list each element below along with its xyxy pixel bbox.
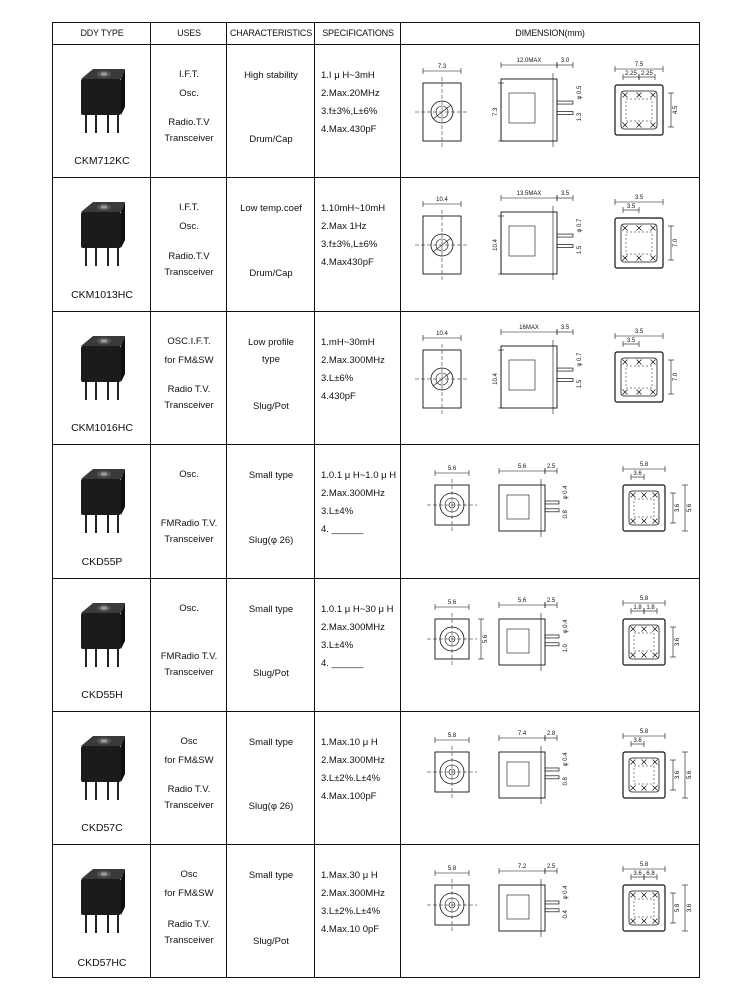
type-cell: [53, 445, 151, 577]
spec-line: 4.Max.10 0pF: [321, 924, 380, 936]
type-name: CKD57HC: [77, 956, 127, 969]
dimension-cell: [401, 178, 699, 310]
dimension-label: 5.6: [517, 464, 527, 471]
uses-primary: [151, 599, 227, 618]
uses-primary: [151, 465, 227, 484]
characteristic-line: Small type: [248, 737, 294, 748]
dimension-svg: [401, 579, 699, 711]
spec-line: 4.Max430pF: [321, 257, 374, 269]
uses-cell: [151, 712, 227, 844]
dimension-svg: [401, 45, 699, 177]
type-cell: [53, 312, 151, 444]
dimension-label: 5.8: [447, 733, 457, 739]
dimension-label: 1.3: [577, 112, 583, 122]
type-cell: [53, 712, 151, 844]
spec-line: 2.Max 1Hz: [321, 221, 367, 233]
uses-secondary: [151, 382, 227, 414]
component-photo: [71, 861, 131, 935]
spec-line: 3.L±2%.L±4%: [321, 773, 381, 784]
uses-line: Transceiver: [164, 666, 214, 678]
dimension-label: 7.4: [517, 731, 527, 737]
spec-line: 2.Max.300MHz: [321, 888, 385, 900]
uses-cell: [151, 45, 227, 177]
component-photo: [71, 595, 131, 669]
dimension-label: 3.5: [626, 337, 636, 344]
type-name: CKM712KC: [74, 155, 130, 168]
uses-line: FMRadio T.V.: [160, 650, 218, 662]
header-ddy-type: DDY TYPE: [80, 28, 124, 38]
dimension-label: 7.3: [437, 64, 447, 70]
type-name: CKM1016HC: [71, 422, 133, 435]
dimension-label: 3.6: [633, 871, 642, 878]
dimension-svg: [401, 445, 699, 577]
uses-line: Transceiver: [164, 800, 214, 812]
specifications-cell: [315, 579, 401, 711]
characteristic-line: Small type: [248, 870, 294, 882]
dimension-svg: [401, 845, 699, 977]
core-type: Drum/Cap: [249, 267, 293, 279]
dimension-drawing: [427, 462, 693, 537]
dimension-drawing: [427, 596, 681, 671]
characteristics-cell: [227, 178, 315, 310]
coil-body: [81, 346, 121, 382]
dimension-label: 3.6: [675, 770, 681, 780]
dimension-label: φ 0.5: [577, 85, 583, 100]
dimension-label: 5.6: [447, 466, 457, 473]
specifications-cell: [315, 445, 401, 577]
characteristic-line: Small type: [248, 470, 294, 482]
spec-line: 3.L±4%: [321, 639, 354, 651]
dimension-cell: [401, 312, 699, 444]
table-row: [53, 45, 699, 178]
dimension-label: 5.8: [639, 729, 649, 735]
side-view-outline: [501, 346, 557, 408]
characteristics-cell: [227, 45, 315, 177]
table-row: [53, 312, 699, 445]
spec-line: 4.Max.100pF: [321, 791, 377, 802]
dimension-svg: [401, 312, 699, 444]
dimension-label: 10.4: [436, 330, 448, 337]
slug-core: [101, 472, 108, 476]
dimension-label: 10.4: [493, 372, 499, 385]
dimension-label: 3.6: [675, 637, 681, 646]
core-type: Slug/Pot: [253, 401, 289, 413]
dimension-svg: [401, 178, 699, 310]
uses-cell: [151, 579, 227, 711]
specifications-cell: [315, 712, 401, 844]
dimension-label: φ 0.4: [563, 619, 569, 634]
dimension-label: φ 0.4: [563, 485, 569, 500]
uses-line: OSC.I.F.T.: [167, 335, 211, 347]
dimension-label: 4.5: [673, 105, 679, 115]
uses-cell: [151, 445, 227, 577]
characteristic-line: Low temp.coef: [240, 203, 302, 215]
characteristic-primary: [227, 734, 315, 751]
core-type: Slug/Pot: [253, 935, 289, 947]
spec-line: 1.Max.10 μ H: [321, 737, 378, 748]
dimension-label: 5.8: [447, 866, 457, 873]
spec-line: 1.Max.30 μ H: [321, 870, 378, 882]
bottom-view-outline: [615, 218, 663, 268]
coil-body: [81, 613, 121, 649]
uses-line: for FM&SW: [164, 755, 214, 766]
dimension-label: 1.0: [563, 643, 569, 653]
spec-line: 4. ______: [321, 524, 364, 536]
coil-body: [81, 212, 121, 248]
uses-line: I.F.T.: [178, 202, 200, 214]
type-name: CKM1013HC: [71, 288, 133, 301]
uses-line: I.F.T.: [178, 69, 200, 80]
dimension-label: 0.4: [563, 910, 569, 919]
dimension-label: 5.6: [687, 504, 693, 513]
dimension-label: 5.6: [483, 634, 489, 643]
dimension-cell: [401, 445, 699, 577]
uses-line: Transceiver: [164, 400, 214, 412]
uses-line: Transceiver: [164, 533, 214, 545]
uses-secondary: [151, 649, 227, 681]
dimension-drawing: [427, 729, 693, 804]
uses-line: Transceiver: [164, 266, 214, 278]
dimension-drawing: [427, 862, 693, 937]
spec-line: 3.f±3%,L±6%: [321, 239, 378, 251]
slug-core: [101, 339, 108, 343]
dimension-label: 2.8: [546, 731, 556, 737]
uses-cell: [151, 312, 227, 444]
bottom-view-outline: [615, 352, 663, 402]
uses-primary: [151, 198, 227, 236]
component-photo: [71, 194, 131, 268]
dimension-label: 1.5: [577, 246, 583, 255]
dimension-label: 3.5: [560, 324, 570, 331]
spec-list: [321, 334, 385, 406]
spec-list: [321, 467, 396, 539]
slug-core: [101, 606, 108, 610]
dimension-svg: [401, 712, 699, 844]
slug-core: [101, 72, 108, 76]
spec-line: 2.Max.20MHz: [321, 88, 380, 99]
spec-line: 3.L±4%: [321, 506, 354, 518]
dimension-label: 3.6: [687, 904, 693, 913]
dimension-label: 5.6: [687, 770, 693, 780]
dimension-label: φ 0.4: [563, 752, 569, 767]
header-characteristics: CHARACTERISTICS: [229, 28, 312, 38]
uses-line: Osc: [180, 736, 198, 747]
dimension-label: 5.6: [517, 597, 527, 604]
characteristic-line: Low profile: [248, 336, 294, 348]
spec-line: 3.L±2%.L±4%: [321, 906, 381, 918]
dimension-label: 1.8: [646, 604, 655, 611]
coil-body: [81, 479, 121, 515]
dimension-label: 3.5: [634, 328, 644, 335]
characteristic-line: Small type: [248, 603, 294, 615]
uses-line: Osc.: [179, 602, 199, 614]
uses-primary: [151, 332, 227, 370]
core-type: Slug/Pot: [253, 667, 289, 679]
spec-line: 1.mH~30mH: [321, 336, 375, 348]
spec-line: 1.0.1 μ H~30 μ H: [321, 603, 394, 615]
characteristic-primary: [227, 334, 315, 368]
uses-line: Osc.: [179, 221, 199, 233]
dimension-label: 2.25: [625, 71, 637, 77]
characteristics-cell: [227, 445, 315, 577]
component-photo: [71, 61, 131, 135]
specifications-cell: [315, 312, 401, 444]
component-photo: [71, 728, 131, 802]
table-row: [53, 712, 699, 845]
spec-list: [321, 200, 385, 272]
side-view-outline: [499, 619, 545, 665]
slug-core: [101, 206, 108, 210]
spec-line: 1.0.1 μ H~1.0 μ H: [321, 470, 397, 482]
characteristic-line: High stability: [244, 70, 298, 81]
slug-core: [101, 873, 108, 877]
uses-line: for FM&SW: [164, 354, 214, 366]
dimension-label: 12.0MAX: [516, 58, 542, 64]
slug-core: [101, 739, 108, 743]
characteristic-primary: [227, 867, 315, 884]
type-cell: [53, 845, 151, 978]
dimension-label: 7.2: [517, 864, 527, 871]
dimension-label: 1.5: [577, 379, 583, 389]
dimension-label: φ 0.7: [577, 352, 583, 367]
spec-line: 2.Max.300MHz: [321, 621, 385, 633]
uses-secondary: [151, 115, 227, 147]
uses-line: Osc: [180, 869, 198, 881]
side-view-outline: [501, 79, 557, 141]
uses-line: Radio.T.V: [168, 250, 210, 262]
dimension-label: 16MAX: [519, 324, 539, 331]
side-view-outline: [501, 212, 557, 274]
coil-body: [81, 879, 121, 915]
uses-primary: [151, 65, 227, 103]
spec-list: [321, 67, 380, 139]
header-specifications: SPECIFICATIONS: [322, 28, 394, 38]
table-row: [53, 579, 699, 712]
dimension-label: 1.8: [633, 604, 642, 611]
dimension-drawing: [415, 191, 679, 280]
uses-line: Osc.: [179, 88, 199, 99]
coil-body: [81, 746, 121, 782]
component-photo: [71, 461, 131, 535]
type-name: CKD57C: [81, 822, 123, 835]
type-name: CKD55P: [81, 555, 123, 568]
dimension-cell: [401, 579, 699, 711]
dimension-label: 6.8: [646, 871, 655, 878]
side-view-outline: [499, 485, 545, 531]
uses-cell: [151, 178, 227, 310]
side-view-outline: [499, 885, 545, 931]
specifications-cell: [315, 845, 401, 978]
dimension-label: 3.5: [626, 204, 636, 211]
table-row: [53, 845, 699, 978]
dimension-label: 0.8: [563, 510, 569, 519]
uses-secondary: [151, 516, 227, 548]
dimension-label: 5.6: [447, 599, 457, 606]
characteristics-cell: [227, 579, 315, 711]
spec-line: 4.430pF: [321, 390, 356, 402]
uses-line: Transceiver: [164, 133, 214, 145]
dimension-label: 5.8: [639, 462, 649, 469]
characteristic-line: type: [262, 353, 280, 365]
dimension-label: 3.0: [560, 58, 570, 64]
spec-line: 1.10mH~10mH: [321, 203, 386, 215]
spec-list: [321, 734, 385, 806]
dimension-drawing: [415, 58, 679, 147]
type-name: CKD55H: [81, 688, 123, 701]
dimension-label: 3.5: [560, 191, 570, 198]
dimension-label: 7.0: [673, 239, 679, 248]
uses-line: FMRadio T.V.: [160, 517, 218, 529]
type-cell: [53, 579, 151, 711]
dimension-label: 10.4: [493, 239, 499, 252]
bottom-view-outline: [615, 85, 663, 135]
coil-body: [81, 79, 121, 115]
core-type: Slug(φ 26): [248, 801, 294, 813]
uses-secondary: [151, 249, 227, 281]
uses-line: Radio.T.V: [168, 117, 210, 129]
dimension-label: 2.5: [546, 597, 556, 604]
uses-line: Radio T.V.: [167, 784, 211, 796]
header-uses: USES: [177, 28, 201, 38]
type-cell: [53, 178, 151, 310]
dimension-drawing: [415, 325, 679, 414]
dimension-label: 2.5: [546, 464, 556, 471]
dimension-label: 5.8: [639, 595, 649, 602]
characteristic-primary: [227, 601, 315, 618]
side-view-outline: [499, 752, 545, 798]
uses-line: Osc.: [179, 469, 199, 481]
dimension-label: 3.5: [634, 195, 644, 202]
dimension-label: 5.8: [639, 862, 649, 869]
dimension-label: 0.8: [563, 777, 569, 786]
dimension-label: 7.5: [634, 62, 644, 68]
specifications-cell: [315, 45, 401, 177]
dimension-label: 3.6: [633, 471, 642, 478]
core-type: Drum/Cap: [249, 134, 293, 146]
type-cell: [53, 45, 151, 177]
spec-line: 4.Max.430pF: [321, 124, 377, 135]
uses-line: for FM&SW: [164, 888, 214, 900]
characteristics-cell: [227, 845, 315, 978]
uses-primary: [151, 865, 227, 903]
spec-list: [321, 601, 393, 673]
dimension-label: 2.25: [641, 71, 653, 77]
dimension-label: φ 0.7: [577, 218, 583, 233]
spec-line: 1.I μ H~3mH: [321, 70, 375, 81]
spec-line: 3.f±3%,L±6%: [321, 106, 378, 117]
characteristics-cell: [227, 312, 315, 444]
dimension-label: 5.8: [675, 904, 681, 913]
specifications-cell: [315, 178, 401, 310]
dimension-label: 10.4: [436, 197, 448, 204]
spec-list: [321, 867, 385, 939]
dimension-cell: [401, 712, 699, 844]
core-type: Slug(φ 26): [248, 534, 294, 546]
uses-line: Radio T.V.: [167, 918, 211, 930]
spec-line: 3.L±6%: [321, 372, 354, 384]
dimension-label: 3.6: [633, 738, 642, 744]
spec-line: 2.Max.300MHz: [321, 488, 385, 500]
uses-secondary: [151, 917, 227, 949]
spec-table: [52, 22, 700, 978]
uses-primary: [151, 732, 227, 770]
dimension-label: 7.3: [493, 107, 499, 117]
table-row: [53, 445, 699, 578]
spec-line: 4. ______: [321, 657, 364, 669]
uses-cell: [151, 845, 227, 978]
dimension-label: 2.5: [546, 864, 556, 871]
dimension-cell: [401, 45, 699, 177]
spec-line: 2.Max.300MHz: [321, 354, 385, 366]
uses-secondary: [151, 782, 227, 814]
dimension-label: 7.0: [673, 372, 679, 381]
table-row: [53, 178, 699, 311]
spec-line: 2.Max.300MHz: [321, 755, 385, 766]
characteristic-primary: [227, 200, 315, 217]
header-dimension: DIMENSION(mm): [515, 28, 585, 38]
dimension-label: 3.6: [675, 504, 681, 513]
dimension-cell: [401, 845, 699, 978]
component-photo: [71, 328, 131, 402]
uses-line: Transceiver: [164, 934, 214, 946]
characteristic-primary: [227, 467, 315, 484]
characteristics-cell: [227, 712, 315, 844]
dimension-label: φ 0.4: [563, 885, 569, 900]
uses-line: Radio T.V.: [167, 384, 211, 396]
characteristic-primary: [227, 67, 315, 84]
dimension-label: 13.5MAX: [516, 191, 542, 198]
